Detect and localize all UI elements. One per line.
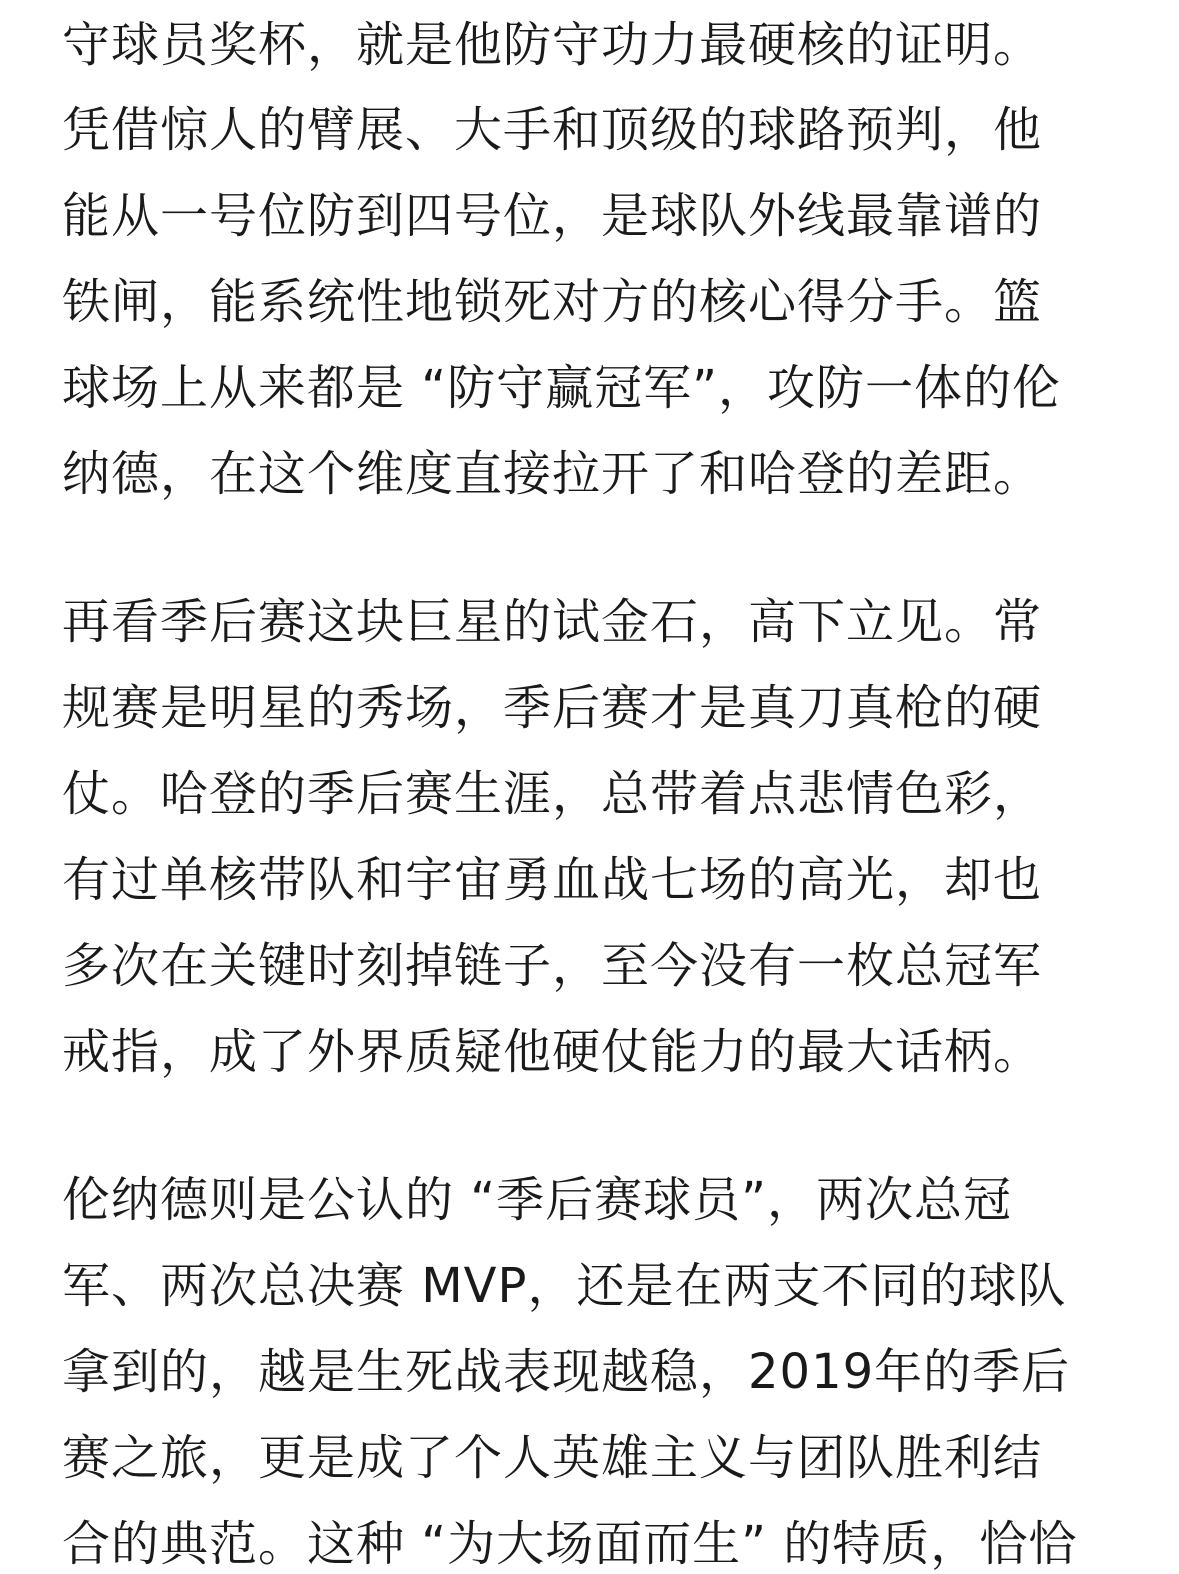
paragraph-3-line-4: 赛之旅，更是成了个人英雄主义与团队胜利结 [62, 1430, 1043, 1486]
paragraph-3-line-2: 军、两次总决赛 MVP，还是在两支不同的球队 [62, 1258, 1067, 1314]
paragraph-1-line-5: 球场上从来都是 “防守赢冠军”，攻防一体的伦 [62, 360, 1061, 416]
paragraph-1-line-2: 凭借惊人的臂展、大手和顶级的球路预判，他 [62, 102, 1043, 158]
paragraph-2-line-4: 有过单核带队和宇宙勇血战七场的高光，却也 [62, 852, 1043, 908]
paragraph-3-line-5: 合的典范。这种 “为大场面而生” 的特质，恰恰 [62, 1516, 1078, 1572]
paragraph-1-line-6: 纳德，在这个维度直接拉开了和哈登的差距。 [62, 446, 1043, 502]
paragraph-2-line-5: 多次在关键时刻掉链子，至今没有一枚总冠军 [62, 938, 1043, 994]
paragraph-1-line-3: 能从一号位防到四号位，是球队外线最靠谱的 [62, 188, 1043, 244]
paragraph-1-line-1: 守球员奖杯，就是他防守功力最硬核的证明。 [62, 17, 1043, 73]
paragraph-1-line-4: 铁闸，能系统性地锁死对方的核心得分手。篮 [62, 274, 1043, 330]
paragraph-3-line-3: 拿到的，越是生死战表现越稳，2019年的季后 [62, 1344, 1071, 1400]
paragraph-3-line-1: 伦纳德则是公认的 “季后赛球员”，两次总冠 [62, 1172, 1012, 1228]
paragraph-2-line-6: 戒指，成了外界质疑他硬仗能力的最大话柄。 [62, 1024, 1043, 1080]
paragraph-2-line-3: 仗。哈登的季后赛生涯，总带着点悲情色彩， [62, 766, 1043, 822]
paragraph-2-line-2: 规赛是明星的秀场，季后赛才是真刀真枪的硬 [62, 680, 1043, 736]
paragraph-2-line-1: 再看季后赛这块巨星的试金石，高下立见。常 [62, 594, 1043, 650]
